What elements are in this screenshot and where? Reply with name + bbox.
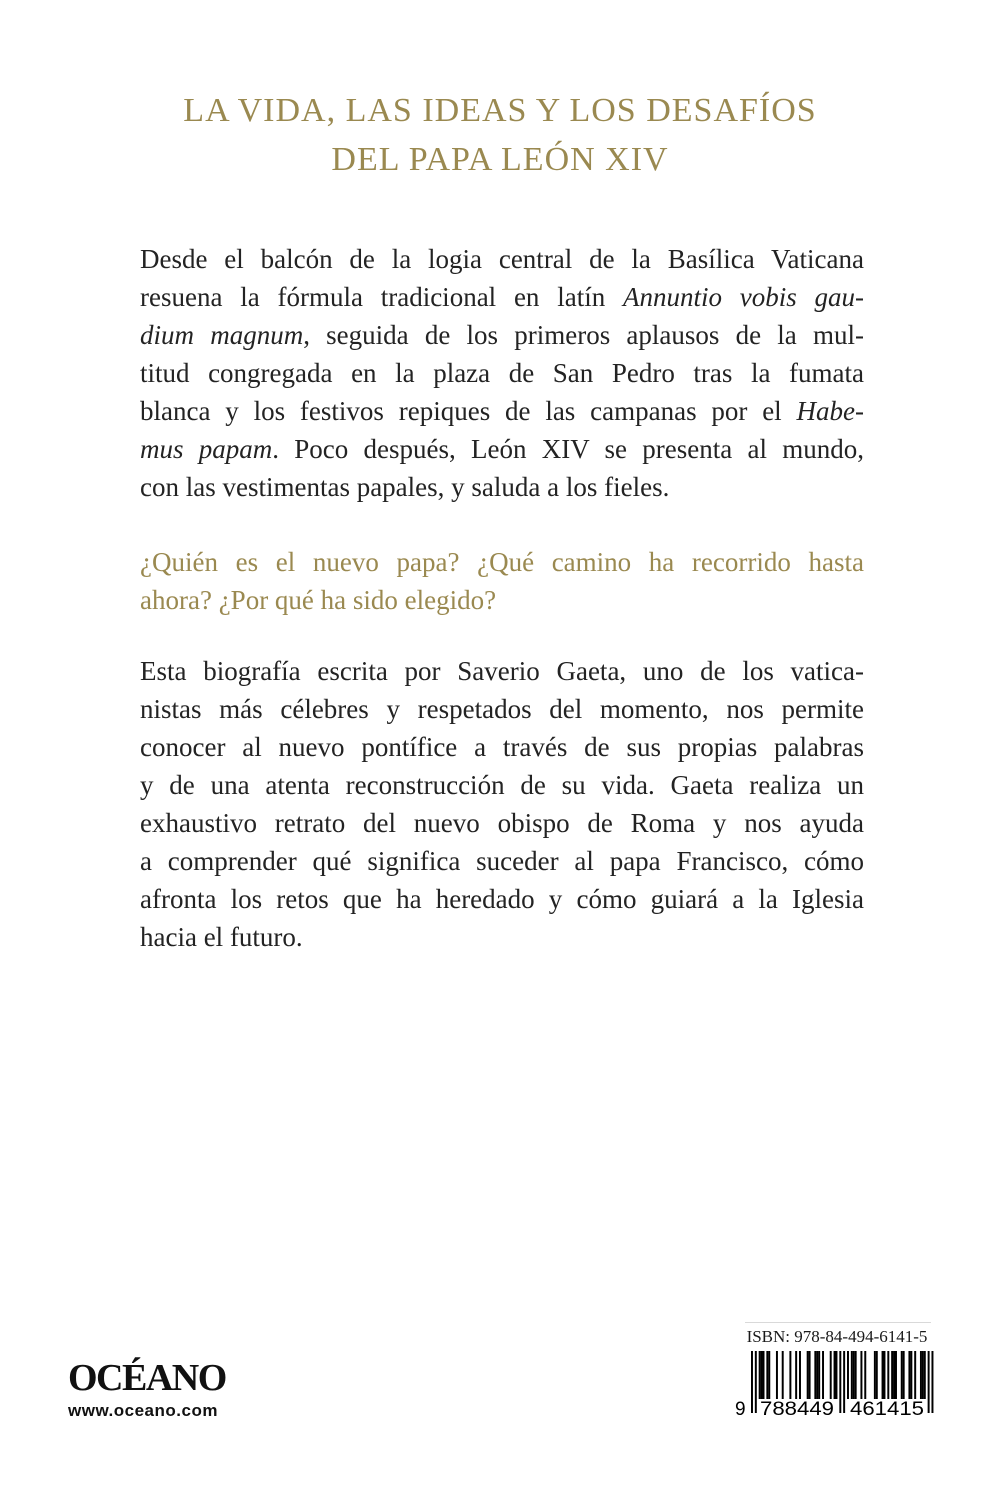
text-line: hacia el futuro.: [140, 922, 303, 952]
text-line: afronta los retos que ha heredado y cómo guiará a la Iglesia: [140, 884, 864, 914]
publisher-website: www.oceano.com: [68, 1401, 218, 1420]
text-line: mus papam. Poco después, León XIV se presenta al mundo,: [140, 434, 864, 464]
paragraph-intro: [140, 240, 864, 506]
book-title-line-2: DEL PAPA LEÓN XIV: [331, 141, 669, 178]
text-line: ¿Quién es el nuevo papa? ¿Qué camino ha recorrido hasta: [140, 547, 864, 577]
text-line: resuena la fórmula tradicional en latín Annuntio vobis gau-: [140, 282, 864, 312]
book-title-line-1: LA VIDA, LAS IDEAS Y LOS DESAFÍOS: [183, 92, 817, 129]
barcode-digits-group1: 788449: [760, 1399, 834, 1420]
barcode-digits-group2: 461415: [850, 1399, 924, 1420]
text-line: nistas más célebres y respetados del momento, nos permite: [140, 694, 864, 724]
ean13-barcode: [733, 1351, 941, 1423]
paragraph-biography: [140, 652, 864, 956]
publisher-logo: OCÉANO: [68, 1357, 226, 1399]
isbn-divider: [745, 1322, 931, 1323]
text-line: Esta biografía escrita por Saverio Gaeta, uno de los vatica-: [140, 656, 864, 686]
book-title: [0, 86, 1000, 184]
paragraph-questions: [140, 543, 864, 619]
isbn-label: ISBN: 978-84-494-6141-5: [746, 1327, 928, 1346]
text-line: titud congregada en la plaza de San Pedro tras la fumata: [140, 358, 864, 388]
text-line: a comprender qué significa suceder al papa Francisco, cómo: [140, 846, 864, 876]
text-line: con las vestimentas papales, y saluda a los fieles.: [140, 472, 670, 502]
text-line: dium magnum, seguida de los primeros aplausos de la mul-: [140, 320, 864, 350]
publisher-block: [68, 1356, 226, 1422]
barcode-digit-first: 9: [735, 1399, 746, 1420]
text-line: conocer al nuevo pontífice a través de sus propias palabras: [140, 732, 864, 762]
text-line: exhaustivo retrato del nuevo obispo de Roma y nos ayuda: [140, 808, 864, 838]
text-line: y de una atenta reconstrucción de su vida. Gaeta realiza un: [140, 770, 864, 800]
isbn-block: [733, 1322, 941, 1423]
text-line: blanca y los festivos repiques de las campanas por el Habe-: [140, 396, 864, 426]
text-line: Desde el balcón de la logia central de la Basílica Vaticana: [140, 244, 864, 274]
text-line: ahora? ¿Por qué ha sido elegido?: [140, 585, 497, 615]
